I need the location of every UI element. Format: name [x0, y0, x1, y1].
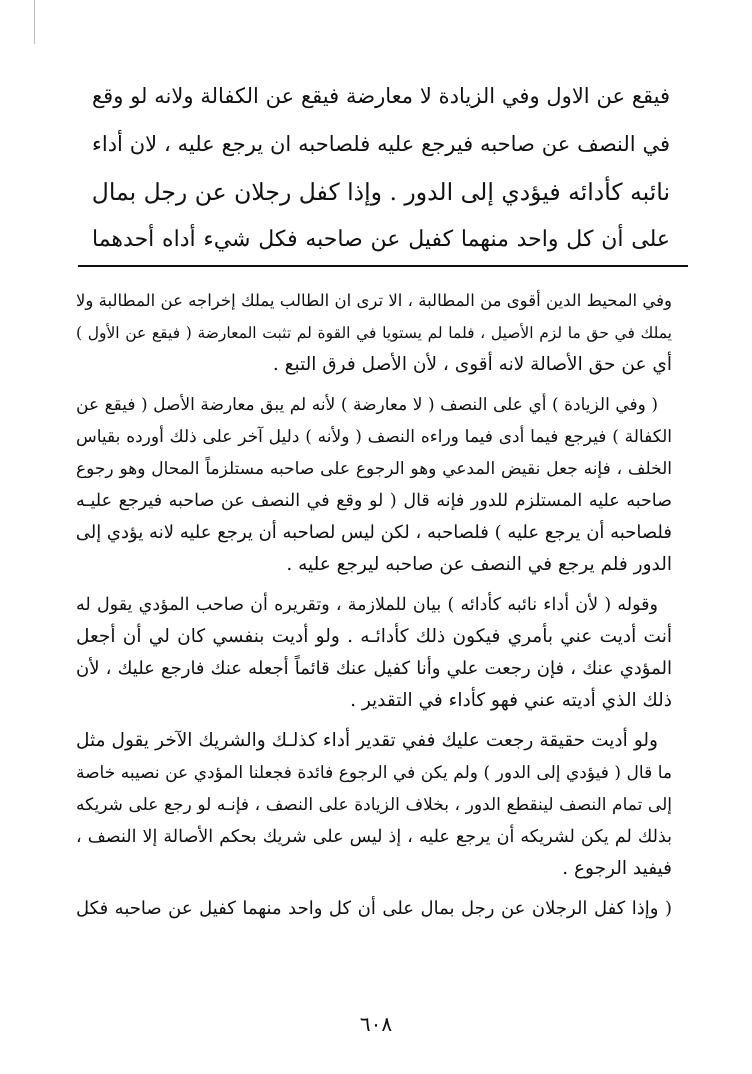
commentary-line: يملك في حق ما لزم الأصيل ، فلما لم يستويا في القوة لم تثبت المعارضة ( فيقع عن الأول ): [76, 324, 672, 342]
commentary-line: ( وفي الزيادة ) أي على النصف ( لا معارضة ) لأنه لم يبق معارضة الأصل ( فيقع عن: [76, 395, 658, 415]
commentary-line: ذلك الذي أديته عني فهو كأداء في التقدير .: [350, 690, 672, 711]
commentary-line: فلصاحبه أن يرجع عليه ) فلصاحبه ، لكن ليس لصاحبه أن يرجع عليه لانه يؤدي إلى: [75, 522, 672, 543]
main-text-line: نائبه كأدائه فيؤدي إلى الدور . وإذا كفل رجلان عن رجل بمال: [91, 178, 670, 206]
commentary-line: بذلك لم يكن لشريكه أن يرجع عليه ، إذ ليس على شريك بحكم الأصالة إلا النصف ،: [76, 827, 672, 847]
commentary-paragraph: [76, 893, 672, 925]
main-text-line: في النصف عن صاحبه فيرجع عليه فلصاحبه ان يرجع عليه ، لان أداء: [92, 132, 670, 156]
commentary-line: المؤدي عنك ، فإن رجعت علي وأنا كفيل عنك قائماً أجعله عنك فارجع عليك ، لأن: [76, 658, 672, 679]
commentary-line: أي عن حق الأصالة لانه أقوى ، لأن الأصل فرق التبع .: [272, 354, 672, 375]
commentary-line: ولو أديت حقيقة رجعت عليك ففي تقدير أداء كذلـك والشريك الآخر يقول مثل: [76, 730, 658, 751]
commentary-line: وفي المحيط الدين أقوى من المطالبة ، الا ترى ان الطالب يملك إخراجه عن المطالبة ولا: [76, 291, 672, 310]
main-text-line: على أن كل واحد منهما كفيل عن صاحبه فكل شيء أداه أحدهما: [92, 227, 670, 252]
commentary-line: أنت أديت عني بأمري فيكون ذلك كأدائـه . ولو أديت بنفسي كان لي أن أجعل: [76, 626, 672, 647]
commentary-paragraph: [76, 589, 672, 717]
commentary-line: صاحبه عليه المستلزم للدور فإنه قال ( لو وقع في النصف عن صاحبه فيرجع عليـه: [76, 491, 672, 511]
commentary-line: ما قال ( فيؤدي إلى الدور ) ولم يكن في الرجوع فائدة فجعلنا المؤدي عن نصيبه خاصة: [76, 763, 672, 783]
commentary-block: [76, 285, 672, 933]
page-number: ٦٠٨: [359, 1012, 393, 1036]
main-text-line: فيقع عن الاول وفي الزيادة لا معارضة فيقع عن الكفالة ولانه لو وقع: [92, 84, 670, 108]
commentary-paragraph: [76, 725, 672, 885]
commentary-line: فيفيد الرجوع .: [562, 858, 672, 879]
commentary-paragraph: [76, 285, 672, 381]
main-text-block: [92, 72, 670, 264]
scan-edge-mark: [34, 0, 35, 44]
commentary-line: الدور فلم يرجع في النصف عن صاحبه ليرجع عليه .: [286, 554, 672, 575]
commentary-line: إلى تمام النصف لينقطع الدور ، بخلاف الزيادة على النصف ، فإنـه لو رجع على شريكه: [76, 795, 672, 815]
separator-rule: [78, 265, 688, 267]
commentary-line: الكفالة ) فيرجع فيما أدى فيما وراءه النصف ( ولأنه ) دليل آخر على ذلك أورده بقياس: [76, 427, 672, 447]
commentary-line: ( وإذا كفل الرجلان عن رجل بمال على أن كل واحد منهما كفيل عن صاحبه فكل: [76, 898, 672, 919]
commentary-line: الخلف ، فإنه جعل نقيض المدعي وهو الرجوع على صاحبه مستلزماً المحال وهو رجوع: [76, 459, 672, 479]
commentary-line: وقوله ( لأن أداء نائبه كأدائه ) بيان للملازمة ، وتقريره أن صاحب المؤدي يقول له: [76, 595, 658, 615]
commentary-paragraph: [76, 389, 672, 581]
